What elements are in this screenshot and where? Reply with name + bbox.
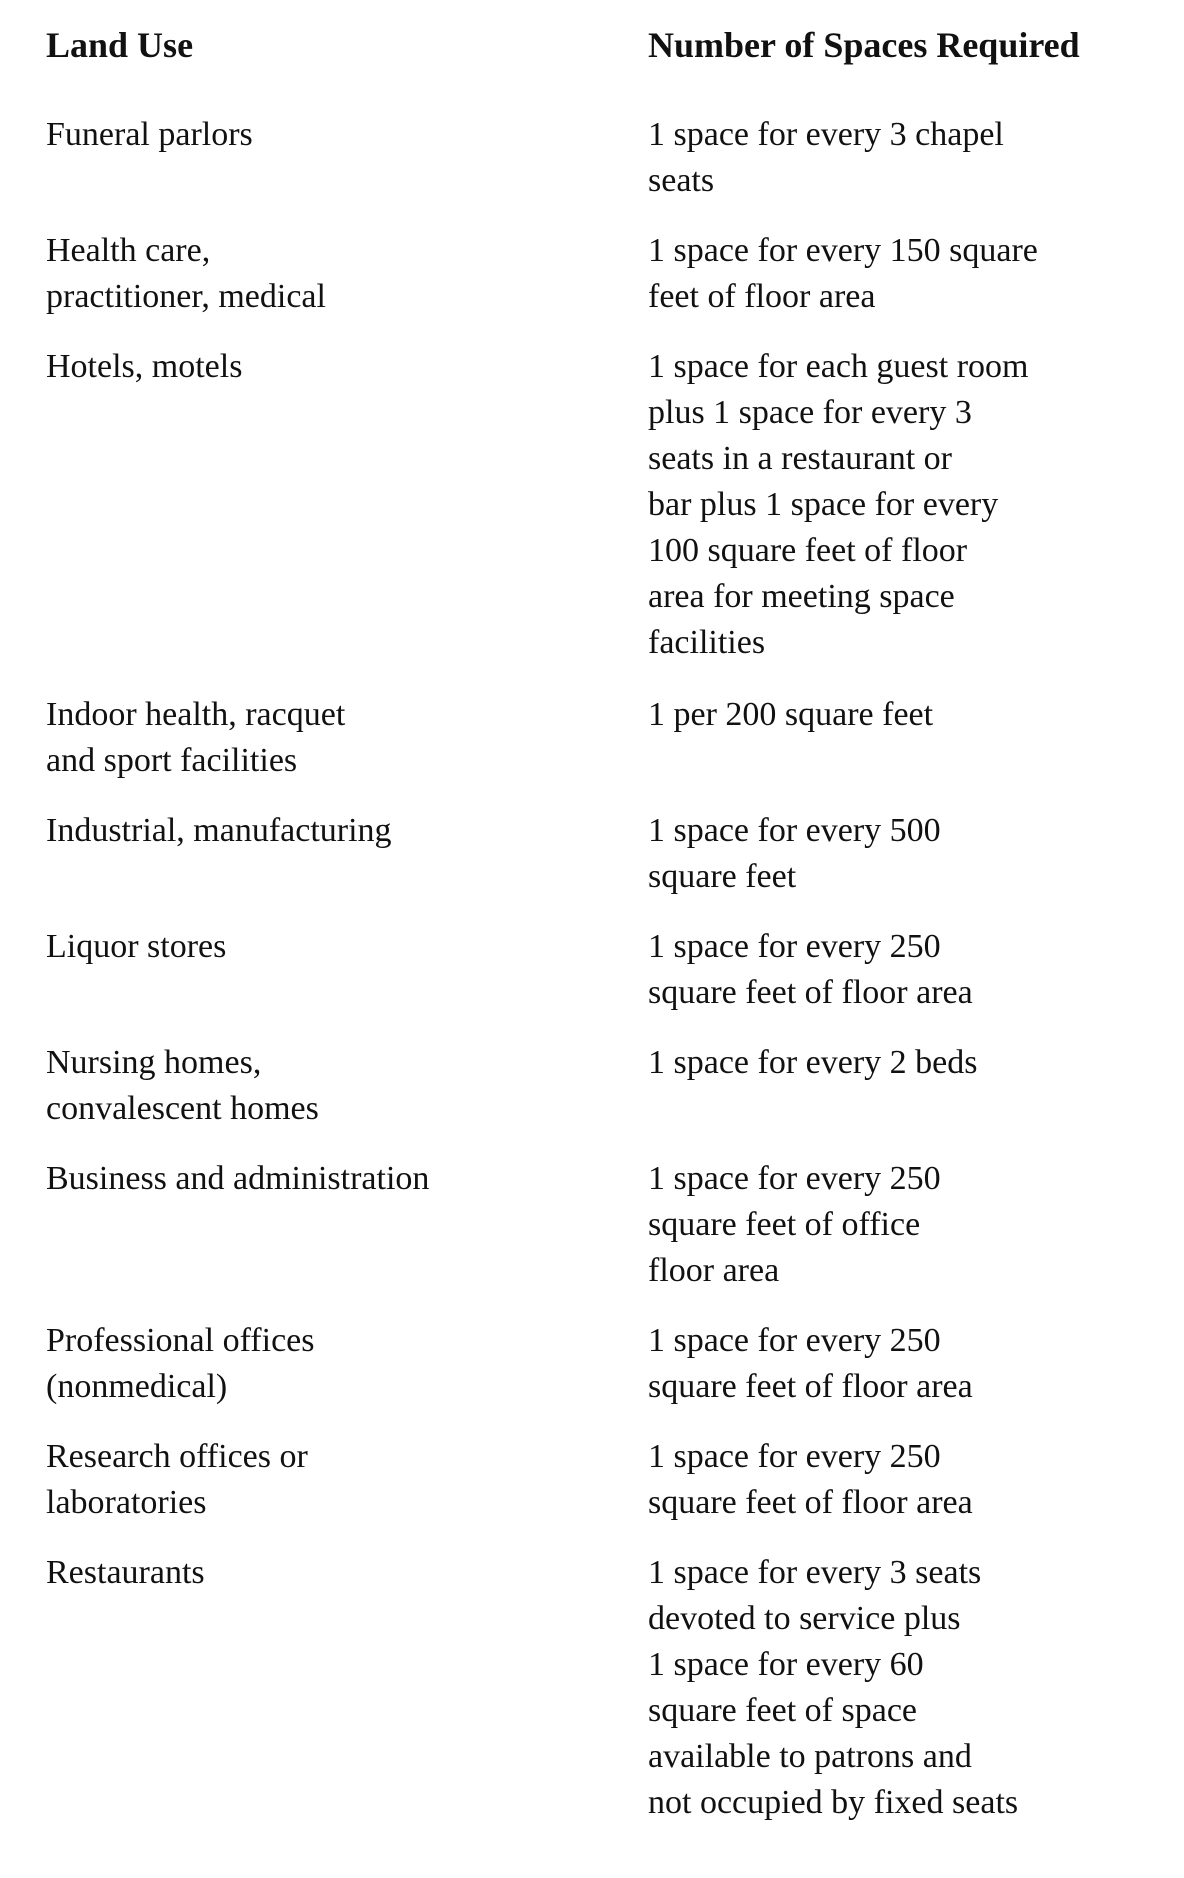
spaces-required-cell: 1 space for each guest room plus 1 space for every 3 seats in a restaurant or bar plus 1 space for every 100 square feet of floor area for meeting space facilities	[648, 348, 1029, 661]
spaces-required-cell: 1 space for every 250 square feet of floor area	[648, 928, 973, 1011]
land-use-cell: Business and administration	[46, 1160, 430, 1197]
land-use-cell: Liquor stores	[46, 928, 227, 965]
spaces-required-cell: 1 space for every 250 square feet of floor area	[648, 1322, 973, 1405]
spaces-required-cell: 1 space for every 250 square feet of office floor area	[648, 1160, 941, 1289]
spaces-required-cell: 1 space for every 3 seats devoted to service plus 1 space for every 60 square feet of space available to patrons and not occupied by fixed seats	[648, 1554, 1019, 1821]
spaces-required-cell: 1 space for every 500 square feet	[648, 812, 941, 895]
spaces-required-cell: 1 space for every 2 beds	[648, 1044, 978, 1081]
land-use-cell: Health care, practitioner, medical	[46, 232, 326, 315]
land-use-cell: Hotels, motels	[46, 348, 243, 385]
spaces-required-cell: 1 per 200 square feet	[648, 696, 934, 733]
spaces-required-cell: 1 space for every 3 chapel seats	[648, 116, 1004, 199]
table-header	[0, 22, 1184, 72]
land-use-cell: Industrial, manufacturing	[46, 812, 392, 849]
land-use-cell: Restaurants	[46, 1554, 205, 1591]
column-header-land-use: Land Use	[46, 25, 194, 65]
land-use-cell: Indoor health, racquet and sport facilities	[46, 696, 346, 779]
land-use-cell: Funeral parlors	[46, 116, 253, 153]
land-use-cell: Nursing homes, convalescent homes	[46, 1044, 319, 1127]
spaces-required-cell: 1 space for every 250 square feet of floor area	[648, 1438, 973, 1521]
land-use-cell: Professional offices (nonmedical)	[46, 1322, 315, 1405]
land-use-cell: Research offices or laboratories	[46, 1438, 308, 1521]
spaces-required-cell: 1 space for every 150 square feet of floor area	[648, 232, 1038, 315]
column-header-spaces-required: Number of Spaces Required	[648, 25, 1080, 65]
